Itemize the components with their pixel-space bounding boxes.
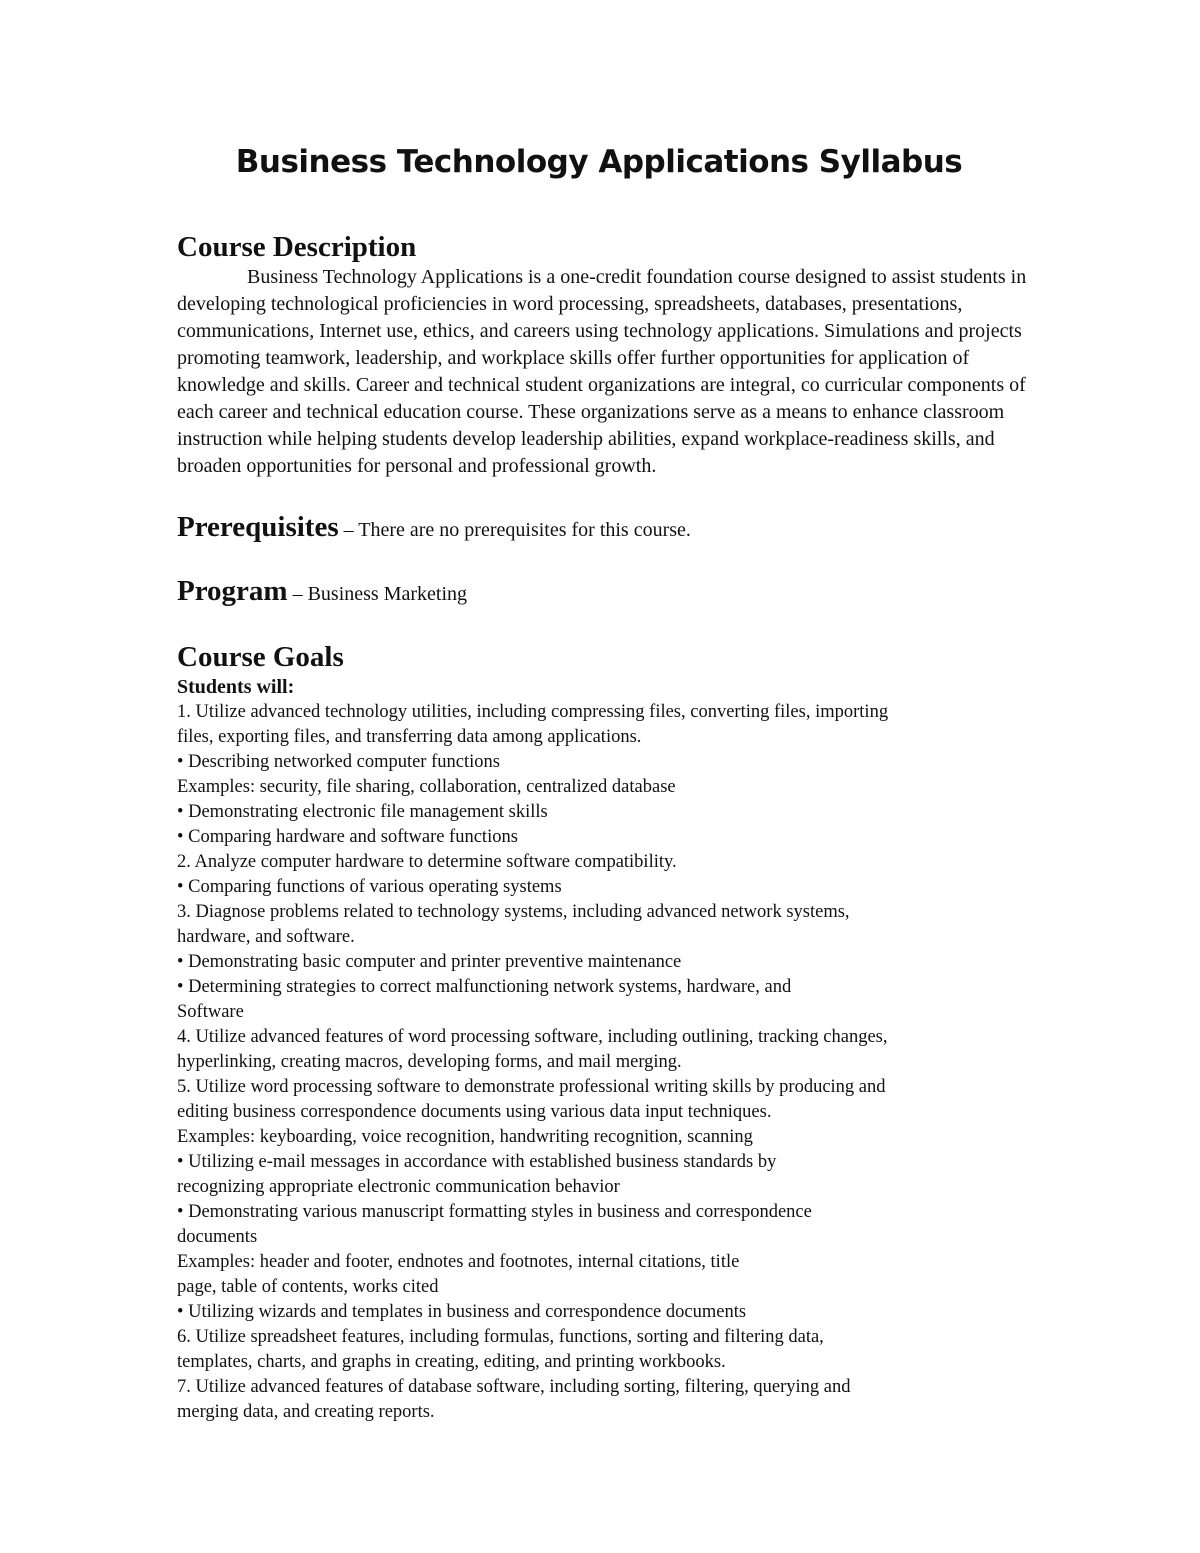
goal-line: 7. Utilize advanced features of database software, including sorting, filtering, querying and — [177, 1377, 851, 1397]
goal-line: editing business correspondence documents using various data input techniques. — [177, 1102, 772, 1122]
document-title: Business Technology Applications Syllabus — [235, 144, 963, 180]
course-goals-list — [177, 700, 1037, 1425]
goal-line: files, exporting files, and transferring data among applications. — [177, 727, 642, 747]
goal-line: • Comparing functions of various operating systems — [177, 877, 562, 897]
goal-line: merging data, and creating reports. — [177, 1402, 435, 1422]
goal-line: 5. Utilize word processing software to demonstrate professional writing skills by producing and — [177, 1077, 886, 1097]
goal-line: • Utilizing e-mail messages in accordance with established business standards by — [177, 1152, 777, 1172]
course-goals-subheading: Students will: — [177, 676, 295, 698]
goal-line: Examples: security, file sharing, collaboration, centralized database — [177, 777, 676, 797]
prerequisites-section — [177, 510, 1037, 548]
program-text: – Business Marketing — [287, 583, 468, 605]
goal-line: hyperlinking, creating macros, developing forms, and mail merging. — [177, 1052, 682, 1072]
goal-line: hardware, and software. — [177, 927, 355, 947]
document-page — [177, 140, 1037, 1425]
goal-line: templates, charts, and graphs in creating, editing, and printing workbooks. — [177, 1352, 726, 1372]
goal-line: • Describing networked computer functions — [177, 752, 500, 772]
course-description-body: Business Technology Applications is a one-credit foundation course designed to assist students in developing technological proficiencies in word processing, spreadsheets, databases, presentations, communications, Internet use, ethics, and careers using technology applications. Simulations and projects promoting teamwork, leadership, and workplace skills offer further opportunities for application of knowledge and skills. Career and technical student organizations are integral, co curricular components of each career and technical education course. These organizations serve as a means to enhance classroom instruction while helping students develop leadership abilities, expand workplace-readiness skills, and broaden opportunities for personal and professional growth. — [177, 266, 1027, 477]
goal-line: recognizing appropriate electronic communication behavior — [177, 1177, 620, 1197]
prerequisites-text: – There are no prerequisites for this course. — [338, 519, 691, 541]
goal-line: Examples: keyboarding, voice recognition, handwriting recognition, scanning — [177, 1127, 753, 1147]
goal-line: page, table of contents, works cited — [177, 1277, 439, 1297]
goal-line: • Demonstrating basic computer and printer preventive maintenance — [177, 952, 682, 972]
goal-line: • Demonstrating various manuscript formatting styles in business and correspondence — [177, 1202, 812, 1222]
goal-line: • Determining strategies to correct malfunctioning network systems, hardware, and — [177, 977, 792, 997]
goal-line: • Utilizing wizards and templates in business and correspondence documents — [177, 1302, 747, 1322]
goal-line: Software — [177, 1002, 244, 1022]
program-heading: Program — [177, 575, 288, 607]
goal-line: 1. Utilize advanced technology utilities, including compressing files, converting files, importing — [177, 702, 889, 722]
goal-line: 6. Utilize spreadsheet features, including formulas, functions, sorting and filtering data, — [177, 1327, 824, 1347]
prerequisites-heading: Prerequisites — [177, 511, 339, 543]
goal-line: documents — [177, 1227, 258, 1247]
goal-line: 3. Diagnose problems related to technology systems, including advanced network systems, — [177, 902, 850, 922]
course-goals-heading: Course Goals — [177, 641, 344, 673]
goal-line: 4. Utilize advanced features of word processing software, including outlining, tracking changes, — [177, 1027, 888, 1047]
goal-line: • Comparing hardware and software functions — [177, 827, 518, 847]
goal-line: • Demonstrating electronic file management skills — [177, 802, 548, 822]
goal-line: 2. Analyze computer hardware to determine software compatibility. — [177, 852, 677, 872]
goal-line: Examples: header and footer, endnotes and footnotes, internal citations, title — [177, 1252, 740, 1272]
program-section — [177, 574, 1037, 612]
course-description-heading: Course Description — [177, 231, 417, 263]
